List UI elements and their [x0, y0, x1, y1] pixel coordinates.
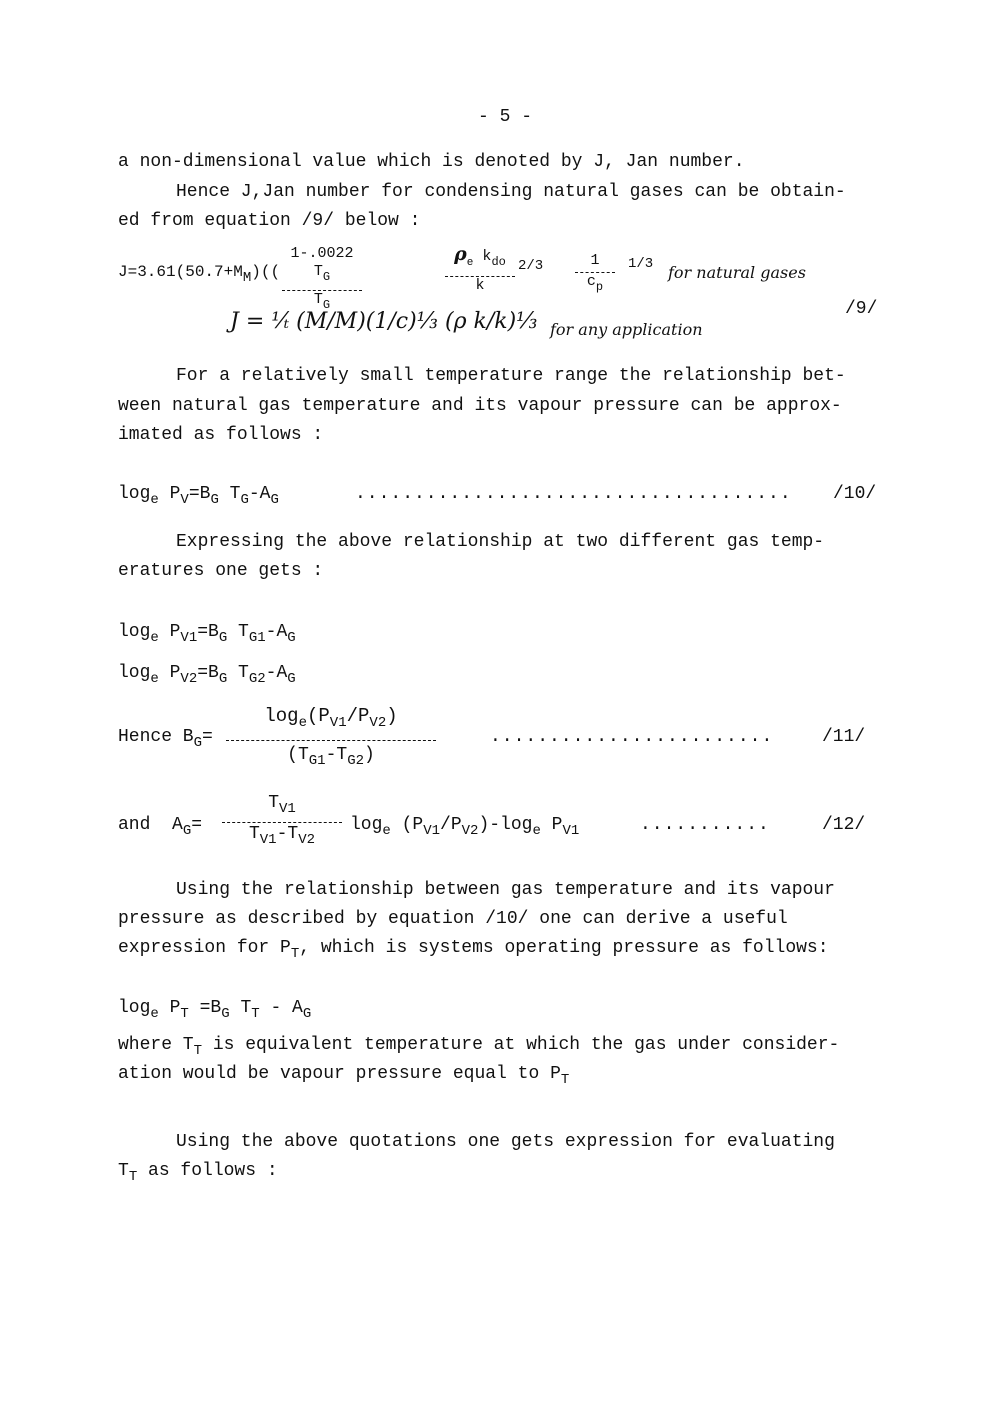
eq11-hence-sub: G — [193, 735, 203, 751]
eqpt-t: T — [229, 998, 252, 1018]
p7-line2-a: T — [118, 1161, 129, 1181]
eq11-num-e: e — [298, 715, 307, 731]
eq10-log: log — [118, 484, 151, 504]
eq12-mid-a: (P — [390, 815, 424, 835]
eq9-frac2-den: k — [475, 277, 485, 294]
eqv1-asub: G — [287, 630, 296, 646]
eqv2-b: =B — [197, 663, 219, 683]
eq9-fraction-3 — [575, 252, 615, 296]
p7-line2-b: as follows : — [137, 1161, 278, 1181]
eq12-mid-c: )-log — [478, 815, 533, 835]
eq9-frac1-num-sub: G — [322, 270, 331, 284]
eq11-hence: Hence B — [118, 727, 194, 747]
eq12-den-b-sub: V2 — [298, 832, 316, 848]
eq12-log-e: e — [382, 823, 391, 839]
eq9-frac3-num: 1 — [590, 252, 600, 269]
eqv2-t: T — [227, 663, 249, 683]
eq11-den-b: -T — [325, 745, 348, 765]
eqpt-a: - A — [259, 998, 303, 1018]
eq10-sub-g3: G — [270, 492, 279, 508]
eq12-num: T — [268, 793, 279, 813]
eqpt-b: =B — [188, 998, 222, 1018]
eq11-den-a-sub: G1 — [308, 753, 326, 769]
p5-line3-a: expression for P — [118, 938, 291, 958]
eqv2-asub: G — [287, 671, 296, 687]
eqpt-asub: G — [302, 1006, 312, 1022]
eq12-mid-a-sub: V1 — [423, 823, 441, 839]
p5-line3-sub: T — [290, 946, 300, 962]
eq10-b: =B — [188, 484, 211, 504]
eq9-frac2-k: k — [482, 248, 492, 265]
eq9-handwritten-note-1: for natural gases — [668, 263, 806, 282]
eq11-eq: = — [202, 727, 213, 747]
eq9-number: /9/ — [845, 299, 878, 319]
p6-line1-b: is equivalent temperature at which the gas under consider- — [202, 1035, 840, 1055]
eq10-sub-e: e — [150, 492, 159, 508]
paragraph-4-line-2: eratures one gets : — [118, 561, 324, 581]
eq9-frac2-rho: ρ — [454, 243, 467, 265]
eq11-num-c: ) — [386, 705, 398, 727]
paragraph-2-line-1: Hence J,Jan number for condensing natural gases can be obtain- — [176, 182, 846, 202]
eq9-frac1-den: T — [313, 291, 323, 308]
eq9-lhs-sub: M — [242, 270, 252, 286]
eqv2-tsub: G2 — [248, 671, 266, 687]
eqpt-p: P — [158, 998, 181, 1018]
paragraph-4-line-1: Expressing the above relationship at two different gas temp- — [176, 532, 825, 552]
eq12-mid-b-sub: V2 — [461, 823, 479, 839]
eq11-num-b-sub: V2 — [369, 715, 387, 731]
paragraph-6-line-2 — [118, 1060, 569, 1095]
eq10-sub-g2: G — [240, 492, 249, 508]
eq12-log: log — [350, 815, 383, 835]
eqv1-e: e — [150, 630, 159, 646]
eq11-den-b-sub: G2 — [347, 753, 365, 769]
paragraph-2-line-2: ed from equation /9/ below : — [118, 211, 421, 231]
eq11-num-b: /P — [346, 705, 370, 727]
eq11-den-c: ) — [364, 745, 375, 765]
paragraph-5-line-2: pressure as described by equation /10/ one can derive a useful — [118, 909, 788, 929]
equation-pt — [118, 994, 311, 1029]
eq9-frac2-rho-sub: e — [466, 257, 474, 269]
eq9-handwritten-note-2: for any application — [550, 320, 703, 339]
equation-12-rhs — [350, 811, 579, 846]
eq12-mid-d: P — [540, 815, 563, 835]
eq9-lhs — [118, 258, 280, 293]
eq9-fraction-1 — [282, 245, 362, 314]
eq11-number: /11/ — [822, 727, 866, 747]
eqpt-psub: T — [180, 1006, 189, 1022]
eq12-and: and — [118, 815, 151, 835]
eqpt-e: e — [150, 1006, 159, 1022]
eqv1-p: P — [158, 622, 181, 642]
eq10-t: T — [218, 484, 241, 504]
eqv1-psub: V1 — [180, 630, 198, 646]
eq11-num-a: (P — [306, 705, 330, 727]
paragraph-3-line-3: imated as follows : — [118, 425, 324, 445]
paragraph-1: a non-dimensional value which is denoted by J, Jan number. — [118, 152, 745, 172]
eq9-frac1-num: 1-.0022 T — [290, 245, 354, 280]
paragraph-5-line-1: Using the relationship between gas temperature and its vapour — [176, 880, 835, 900]
eq10-number: /10/ — [833, 484, 877, 504]
paragraph-3-line-2: ween natural gas temperature and its vapour pressure can be approx- — [118, 396, 842, 416]
eqv1-b: =B — [197, 622, 219, 642]
eq12-den-b: -T — [276, 824, 299, 844]
eqv1-t: T — [227, 622, 249, 642]
eqv1-a: -A — [265, 622, 288, 642]
equation-12-fraction — [222, 792, 342, 851]
eq9-handwritten-equation: J = ⅟ₜ (M/M)(1/c)⅓ (ρ k/k)⅓ — [230, 309, 538, 334]
eq12-mid-d-sub: V1 — [562, 823, 580, 839]
eq10-dots: ..................................... — [355, 484, 792, 504]
p6-line2-sub: T — [560, 1072, 570, 1088]
paragraph-3-line-1: For a relatively small temperature range the relationship bet- — [176, 366, 846, 386]
p6-line1-a: where T — [118, 1035, 194, 1055]
p5-line3-b: , which is systems operating pressure as follows: — [299, 938, 829, 958]
eq11-dots: ........................ — [490, 727, 774, 747]
eq12-den-a-sub: V1 — [259, 832, 277, 848]
eq11-num-log: log — [264, 705, 299, 727]
eq12-dots: ........... — [640, 815, 770, 835]
p6-line1-sub: T — [193, 1043, 203, 1059]
eqpt-bsub: G — [221, 1006, 230, 1022]
eq9-exp-2: 1/3 — [628, 256, 654, 272]
paragraph-5-line-3 — [118, 934, 829, 969]
eq10-a: -A — [248, 484, 271, 504]
eq12-den-a: T — [248, 824, 260, 844]
eq12-mid-b: /P — [440, 815, 462, 835]
equation-10 — [118, 480, 279, 515]
equation-11-fraction — [226, 702, 436, 776]
eqv2-log: log — [118, 663, 151, 683]
eq12-eq: = — [191, 815, 203, 835]
p6-line2-a: ation would be vapour pressure equal to P — [118, 1064, 561, 1084]
eq9-frac3-den: c — [586, 273, 596, 290]
equation-v1 — [118, 618, 296, 653]
eqpt-log: log — [118, 998, 151, 1018]
eq12-num-sub: V1 — [279, 801, 296, 817]
eqv1-tsub: G1 — [248, 630, 266, 646]
eqv2-p: P — [158, 663, 181, 683]
eq12-mid-e: e — [532, 823, 541, 839]
eq9-frac1-den-sub: G — [322, 298, 331, 312]
p7-line2-sub: T — [128, 1169, 138, 1185]
equation-12-lhs — [118, 811, 202, 846]
eq9-exp-1: 2/3 — [518, 258, 544, 274]
eq12-a: A — [172, 815, 183, 835]
eqv1-log: log — [118, 622, 151, 642]
eq9-paren: )(( — [251, 263, 281, 281]
eqv2-psub: V2 — [180, 671, 198, 687]
eq9-frac2-k-sub: do — [491, 255, 506, 269]
eq11-den-a: (T — [287, 745, 309, 765]
eq9-lhs-text: J=3.61(50.7+M — [118, 263, 243, 281]
eq12-a-sub: G — [182, 823, 192, 839]
paragraph-7-line-1: Using the above quotations one gets expression for evaluating — [176, 1132, 835, 1152]
eq9-frac3-den-sub: p — [595, 280, 604, 294]
eqv1-bsub: G — [218, 630, 228, 646]
equation-v2 — [118, 659, 296, 694]
equation-11-lhs — [118, 723, 213, 758]
page-number: - 5 - — [478, 107, 533, 127]
eq10-sub-v: V — [180, 492, 189, 508]
eq10-p: P — [158, 484, 181, 504]
eq12-number: /12/ — [822, 815, 866, 835]
eqv2-bsub: G — [218, 671, 228, 687]
eqv2-a: -A — [265, 663, 288, 683]
paragraph-7-line-2 — [118, 1157, 278, 1192]
eq11-num-a-sub: V1 — [329, 715, 347, 731]
eq9-fraction-2 — [445, 245, 515, 295]
eqpt-tsub: T — [251, 1006, 260, 1022]
eq10-sub-g1: G — [210, 492, 219, 508]
eqv2-e: e — [150, 671, 159, 687]
